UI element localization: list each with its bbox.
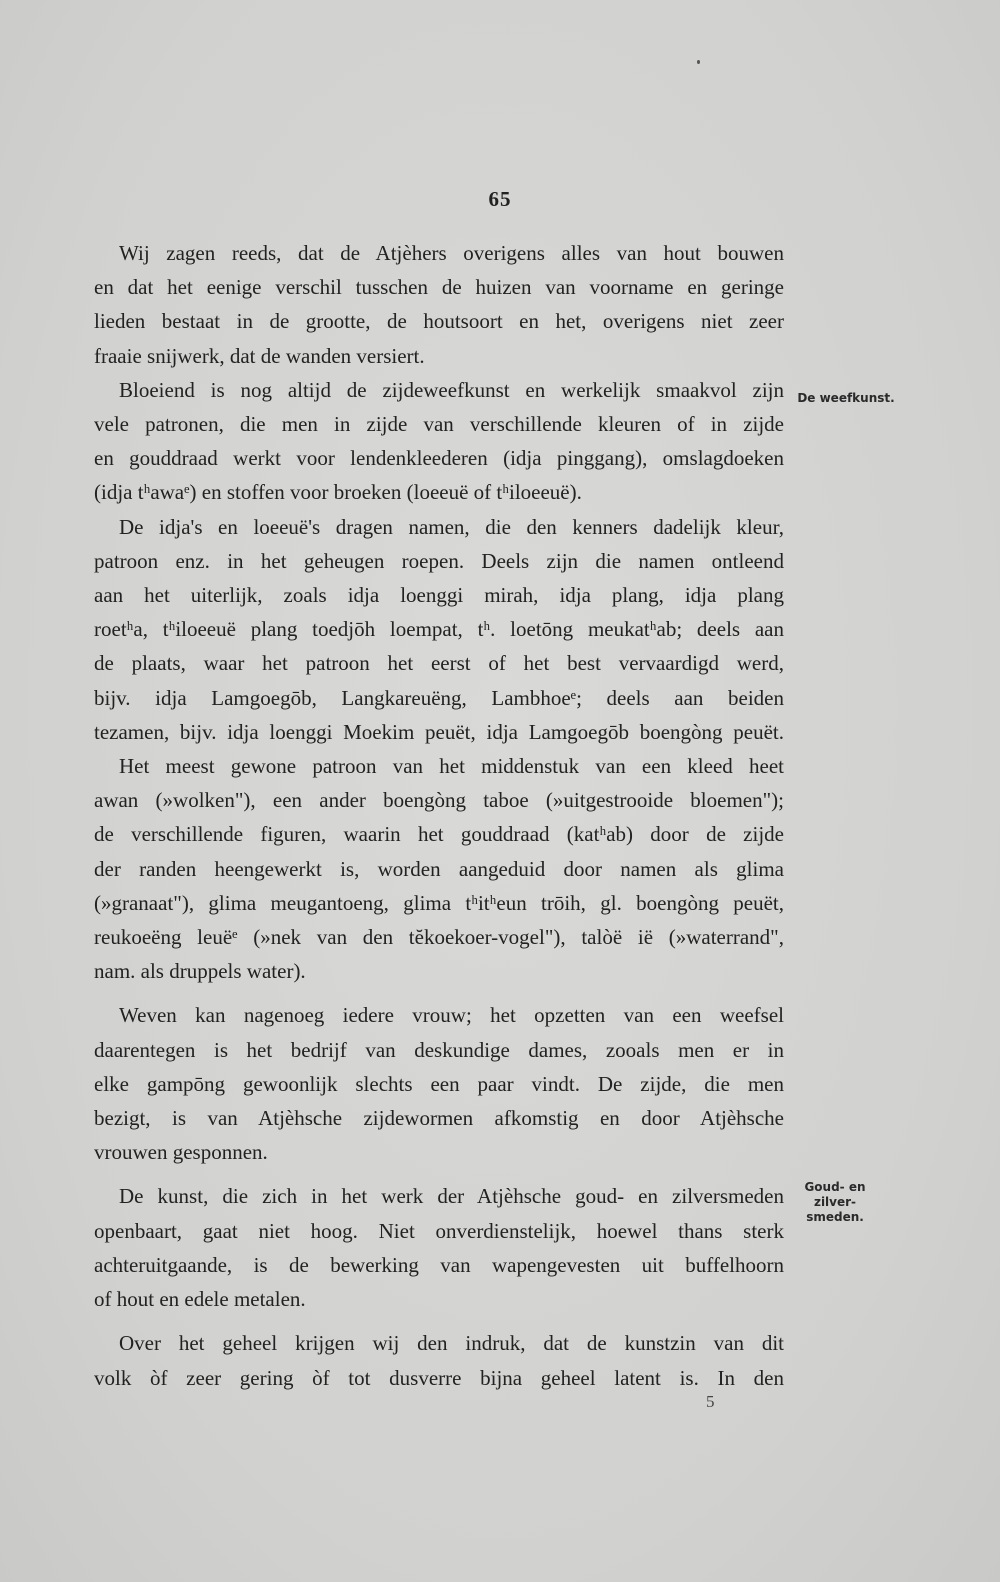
text-line: fraaie snijwerk, dat de wanden versiert.	[94, 343, 425, 368]
paragraph-1	[94, 236, 784, 373]
text-line: aan het uiterlijk, zoals idja loenggi mirah, idja plang, idja plang	[94, 583, 784, 608]
text-line: patroon enz. in het geheugen roepen. Deels zijn die namen ontleend	[94, 548, 784, 573]
text-line: daarentegen is het bedrijf van deskundige dames, zooals men er in	[94, 1037, 784, 1062]
text-line: nam. als druppels water).	[94, 959, 306, 984]
page-number: 65	[488, 187, 512, 211]
text-line: awan (»wolken"), een ander boengòng taboe (»uitgestrooide bloemen");	[94, 788, 784, 813]
paragraph-4	[94, 749, 784, 988]
text-line: de plaats, waar het patroon het eerst of het best vervaardigd werd,	[94, 651, 784, 676]
text-line: de verschillende figuren, waarin het gouddraad (katʰab) door de zijde	[94, 822, 784, 847]
text-line: De idja's en loeeuë's dragen namen, die den kenners dadelijk kleur,	[119, 514, 784, 539]
text-line: (idja tʰawaᵉ) en stoffen voor broeken (loeeuë of tʰiloeeuë).	[94, 480, 582, 505]
text-line: Weven kan nagenoeg iedere vrouw; het opzetten van een weefsel	[119, 1003, 784, 1028]
text-line: achteruitgaande, is de bewerking van wapengevesten uit buffelhoorn	[94, 1252, 784, 1277]
paragraph-7	[94, 1326, 784, 1394]
text-line: roetʰa, tʰiloeeuë plang toedjōh loempat, tʰ. loetōng meukatʰab; deels aan	[94, 617, 784, 642]
text-line: Het meest gewone patroon van het middenstuk van een kleed heet	[119, 754, 784, 779]
margin-note-weefkunst: De weefkunst.	[797, 391, 895, 405]
text-line: Bloeiend is nog altijd de zijdeweefkunst en werkelijk smaakvol zijn	[119, 377, 784, 402]
margin-note-smeden: Goud- en zilver-smeden.	[804, 1180, 866, 1224]
paragraph-2	[94, 373, 784, 510]
body-text	[94, 236, 784, 1395]
text-line: en dat het eenige verschil tusschen de huizen van voorname en geringe	[94, 275, 784, 300]
text-line: De kunst, die zich in het werk der Atjèhsche goud- en zilversmeden	[119, 1184, 784, 1209]
text-line: reukoeëng leuëᵉ (»nek van den tĕkoekoer-vogel"), talòë ië (»waterrand",	[94, 925, 784, 950]
text-line: Wij zagen reeds, dat de Atjèhers overigens alles van hout bouwen	[119, 241, 784, 265]
text-line: vrouwen gesponnen.	[94, 1140, 268, 1165]
signature-mark: 5	[706, 1392, 715, 1411]
text-line: bezigt, is van Atjèhsche zijdewormen afkomstig en door Atjèhsche	[94, 1106, 784, 1131]
text-line: lieden bestaat in de grootte, de houtsoort en het, overigens niet zeer	[94, 309, 784, 334]
text-line: Over het geheel krijgen wij den indruk, dat de kunstzin van dit	[119, 1331, 784, 1356]
paragraph-3	[94, 510, 784, 749]
text-line: bijv. idja Lamgoegōb, Langkareuëng, Lambhoeᵉ; deels aan beiden	[94, 685, 784, 710]
text-line: elke gampōng gewoonlijk slechts een paar vindt. De zijde, die men	[94, 1071, 784, 1096]
paragraph-6	[94, 1179, 784, 1316]
paragraph-5	[94, 998, 784, 1169]
text-line: tezamen, bijv. idja loenggi Moekim peuët, idja Lamgoegōb boengòng peuët.	[94, 719, 784, 744]
text-line: openbaart, gaat niet hoog. Niet onverdienstelijk, hoewel thans sterk	[94, 1218, 784, 1243]
text-line: en gouddraad werkt voor lendenkleederen (idja pinggang), omslagdoeken	[94, 446, 784, 471]
text-line: der randen heengewerkt is, worden aangeduid door namen als glima	[94, 856, 784, 881]
text-line: of hout en edele metalen.	[94, 1287, 306, 1312]
text-line: volk òf zeer gering òf tot dusverre bijna geheel latent is. In den	[94, 1365, 784, 1390]
text-line: vele patronen, die men in zijde van verschillende kleuren of in zijde	[94, 412, 784, 437]
text-line: (»granaat"), glima meugantoeng, glima tʰitʰeun trōih, gl. boengòng peuët,	[94, 890, 784, 915]
paper-speck	[697, 60, 700, 64]
